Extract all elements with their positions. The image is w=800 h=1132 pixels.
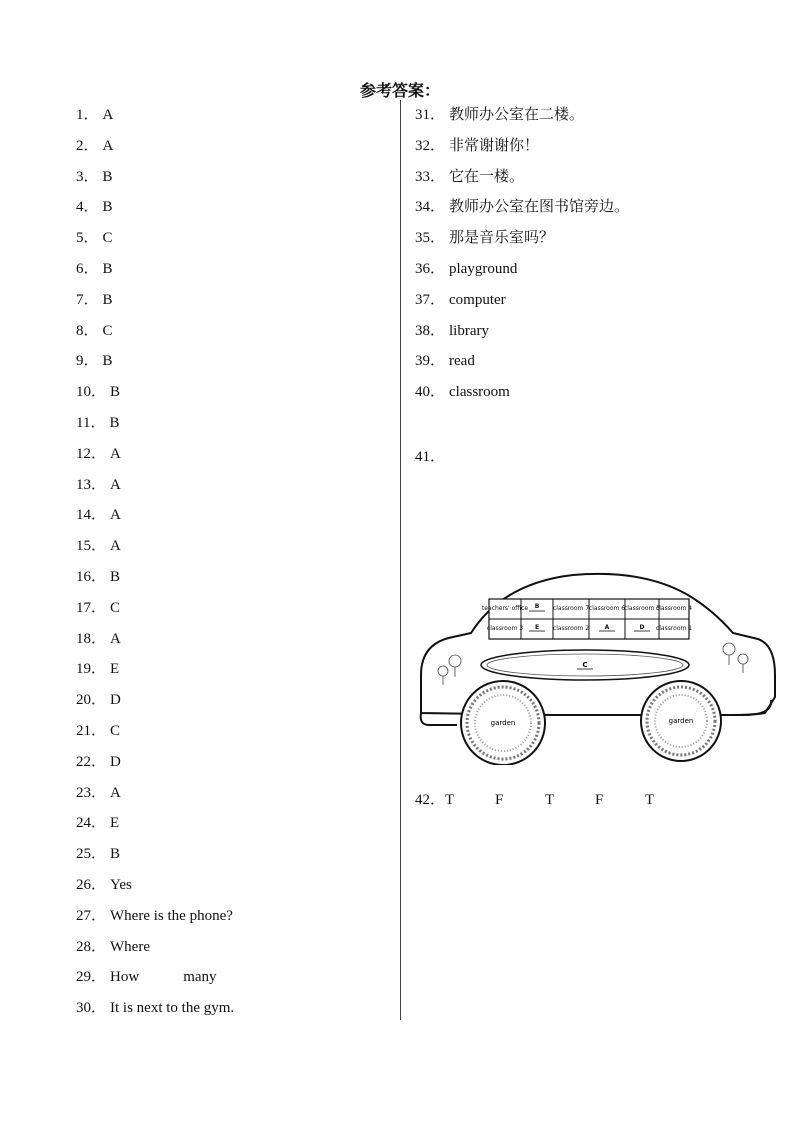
column-divider bbox=[400, 100, 401, 1020]
answer-number: 18． bbox=[76, 630, 107, 647]
answer-item bbox=[76, 721, 120, 741]
answer-item bbox=[76, 351, 113, 371]
answer-number: 31． bbox=[415, 107, 446, 123]
answer-text: A bbox=[110, 445, 121, 462]
left-wheel bbox=[461, 681, 545, 765]
answer-item bbox=[415, 382, 510, 402]
room-classroom-5: classroom 5 bbox=[623, 605, 661, 612]
answer-number: 15． bbox=[76, 538, 107, 555]
tf-value: T bbox=[545, 792, 555, 808]
answer-item bbox=[76, 197, 113, 217]
room-bottom-e: E bbox=[534, 624, 540, 631]
left-wheel-label: garden bbox=[490, 719, 516, 727]
answer-number: 8． bbox=[76, 322, 99, 339]
answer-text: playground bbox=[449, 261, 518, 277]
answer-item bbox=[415, 167, 524, 187]
answer-item bbox=[76, 105, 113, 125]
answer-number: 40． bbox=[415, 384, 446, 401]
answer-item bbox=[76, 475, 121, 495]
answer-number: 9． bbox=[76, 353, 99, 370]
answer-text: 教师办公室在图书馆旁边。 bbox=[449, 199, 630, 216]
answer-text: 那是音乐室吗？ bbox=[449, 230, 555, 247]
room-classroom-4: classroom 4 bbox=[655, 605, 693, 612]
answer-item bbox=[76, 659, 119, 679]
answer-item bbox=[76, 321, 113, 341]
answer-42 bbox=[415, 790, 695, 810]
answer-text: D bbox=[110, 753, 121, 770]
answer-item bbox=[76, 875, 132, 895]
answer-item bbox=[76, 813, 119, 833]
answer-text: B bbox=[102, 291, 113, 308]
answer-number: 12． bbox=[76, 445, 107, 462]
answer-item bbox=[76, 505, 121, 525]
answer-item bbox=[76, 536, 121, 556]
answer-number: 23． bbox=[76, 784, 107, 801]
answer-item bbox=[415, 105, 584, 125]
answer-number: 6． bbox=[76, 261, 99, 277]
answer-text: C bbox=[110, 599, 121, 616]
answer-number: 39． bbox=[415, 353, 446, 370]
answer-text: B bbox=[110, 846, 121, 863]
answer-number: 32． bbox=[415, 137, 446, 154]
answer-item bbox=[415, 197, 629, 217]
answer-text: A bbox=[102, 107, 114, 123]
answer-text: library bbox=[449, 322, 489, 339]
answer-number: 14． bbox=[76, 507, 107, 524]
tf-value: T bbox=[645, 792, 655, 808]
answer-number: 13． bbox=[76, 476, 107, 493]
answer-number: 4． bbox=[76, 199, 99, 216]
answer-number: 28． bbox=[76, 938, 107, 955]
answer-text: 教师办公室在二楼。 bbox=[449, 107, 585, 123]
answer-text: B bbox=[110, 569, 121, 585]
answer-text: A bbox=[110, 507, 121, 524]
answer-text: A bbox=[110, 538, 121, 555]
answer-text: Yes bbox=[110, 877, 132, 893]
answer-number: 20． bbox=[76, 692, 107, 709]
answer-text: D bbox=[110, 692, 121, 709]
answer-item bbox=[76, 228, 113, 248]
answer-text: C bbox=[110, 723, 121, 739]
car-school-diagram bbox=[413, 565, 785, 765]
answer-item bbox=[415, 259, 517, 279]
answer-text: computer bbox=[449, 291, 506, 308]
room-classroom-1: classroom 1 bbox=[655, 625, 693, 632]
answer-text: How bbox=[110, 969, 140, 986]
answer-number: 1． bbox=[76, 107, 99, 123]
answer-text: A bbox=[110, 630, 121, 647]
answer-number: 7． bbox=[76, 291, 99, 308]
right-wheel bbox=[641, 681, 721, 761]
room-top-b: B bbox=[534, 603, 540, 610]
answer-number: 38． bbox=[415, 322, 446, 339]
answer-number: 36． bbox=[415, 261, 446, 277]
right-wheel-label: garden bbox=[668, 717, 694, 725]
answer-text: 非常谢谢你！ bbox=[449, 137, 540, 154]
tf-value: T bbox=[445, 792, 455, 808]
answer-text: B bbox=[102, 199, 113, 216]
answer-number: 17． bbox=[76, 599, 107, 616]
answer-item bbox=[76, 382, 120, 402]
room-classroom-7: classroom 7 bbox=[552, 605, 590, 612]
answer-number: 27． bbox=[76, 907, 107, 924]
answer-text: B bbox=[110, 384, 121, 401]
answer-number: 21． bbox=[76, 723, 107, 739]
answer-item bbox=[76, 259, 113, 279]
answer-number: 10． bbox=[76, 384, 107, 401]
answer-number: 22． bbox=[76, 753, 107, 770]
room-teachers-office: teachers' office bbox=[481, 605, 529, 612]
answer-item bbox=[76, 998, 234, 1018]
answer-number: 34． bbox=[415, 199, 446, 216]
answer-number: 37． bbox=[415, 291, 446, 308]
answer-number: 33． bbox=[415, 168, 446, 185]
room-classroom-3: classroom 3 bbox=[486, 625, 524, 632]
answer-item bbox=[76, 567, 120, 587]
answer-number: 11． bbox=[76, 415, 106, 431]
answer-item bbox=[76, 844, 120, 864]
room-bottom-a: A bbox=[604, 624, 610, 631]
page-title: 参考答案： bbox=[359, 83, 440, 100]
answer-text: B bbox=[102, 261, 113, 277]
answer-text: C bbox=[102, 322, 113, 339]
tf-value: F bbox=[595, 792, 604, 808]
answer-41 bbox=[415, 447, 445, 467]
center-label-c: C bbox=[582, 661, 588, 669]
answer-item bbox=[76, 136, 113, 156]
answer-item bbox=[76, 598, 120, 618]
answer-number: 3． bbox=[76, 168, 99, 185]
answer-text: many bbox=[183, 969, 217, 986]
answer-text: C bbox=[102, 230, 113, 247]
answer-number: 26． bbox=[76, 877, 107, 893]
answer-number: 35． bbox=[415, 230, 446, 247]
answer-number: 29． bbox=[76, 969, 107, 986]
answer-item bbox=[76, 444, 121, 464]
room-bottom-d: D bbox=[639, 624, 645, 631]
answer-text: classroom bbox=[449, 384, 510, 401]
answer-text: A bbox=[102, 137, 114, 154]
answer-item bbox=[76, 967, 217, 987]
answer-item bbox=[76, 752, 121, 772]
answer-item bbox=[76, 906, 233, 926]
answer-number: 2． bbox=[76, 137, 99, 154]
answer-number: 5． bbox=[76, 230, 99, 247]
answer-number: 16． bbox=[76, 569, 107, 585]
answer-text: It is next to the gym. bbox=[110, 1000, 235, 1017]
answer-item bbox=[415, 228, 554, 248]
answer-number: 24． bbox=[76, 815, 107, 832]
room-classroom-2: classroom 2 bbox=[552, 625, 590, 632]
answer-item bbox=[76, 629, 121, 649]
answer-number: 30． bbox=[76, 1000, 107, 1017]
room-classroom-6: classroom 6 bbox=[588, 605, 626, 612]
answer-item bbox=[415, 290, 506, 310]
answer-item bbox=[415, 321, 489, 341]
answer-number: 25． bbox=[76, 846, 107, 863]
answer-text: B bbox=[102, 353, 113, 370]
answer-item bbox=[76, 290, 113, 310]
answer-text: E bbox=[110, 661, 120, 678]
answer-text: B bbox=[109, 415, 120, 431]
answer-item bbox=[76, 937, 150, 957]
answer-text: Where is the phone? bbox=[110, 907, 233, 924]
answer-text: read bbox=[449, 353, 475, 370]
answer-text: Where bbox=[110, 938, 150, 955]
answer-text: A bbox=[110, 784, 121, 801]
tf-value: F bbox=[495, 792, 504, 808]
answer-text: E bbox=[110, 815, 120, 832]
answer-number: 41． bbox=[415, 449, 446, 465]
answer-number: 19． bbox=[76, 661, 107, 678]
answer-item bbox=[76, 167, 113, 187]
answer-item bbox=[76, 413, 119, 433]
answer-item bbox=[76, 783, 121, 803]
answer-item bbox=[415, 351, 475, 371]
answer-text: B bbox=[102, 168, 113, 185]
answer-item bbox=[415, 136, 539, 156]
answer-text: A bbox=[110, 476, 121, 493]
answer-text: 它在一楼。 bbox=[449, 168, 525, 185]
answer-number: 42． bbox=[415, 792, 446, 808]
answer-item bbox=[76, 690, 121, 710]
